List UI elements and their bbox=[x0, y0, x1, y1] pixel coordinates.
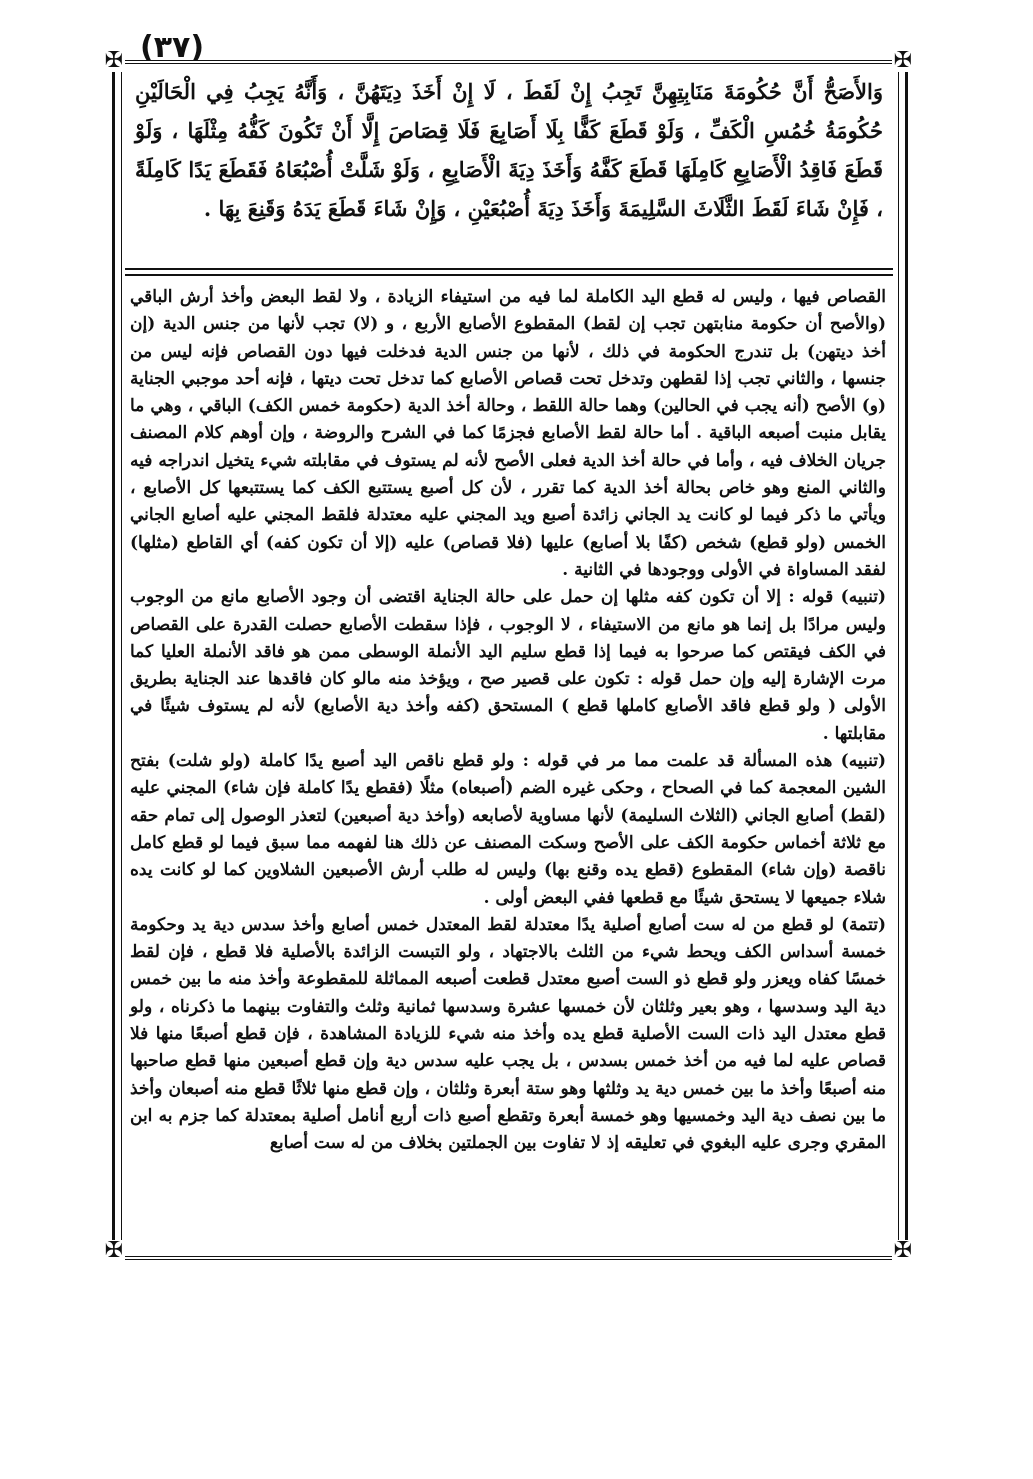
section-divider bbox=[125, 274, 893, 276]
sharh-paragraph: (تتمة) لو قطع من له ست أصابع أصلية يدًا معتدلة لقط المعتدل خمس أصابع وأخذ سدس دية يد وحكومة خمسة أسداس الكف ويحط شيء من الثلث بالاجتهاد ، ولو التبست الزائدة بالأصلية فلا قطع ، فإن لقط خمسًا كفاه ويعزر ولو قطع ذو الست أصبع معتدل قطعت أصبعه المماثلة للمقطوعة وأخذ منه ما بين خمس دية اليد وسدسها ، وهو بعير وثلثان لأن خمسها عشرة وسدسها ثمانية وثلث والتفاوت بينهما ما ذكرناه ، ولو قطع معتدل اليد ذات الست الأصلية قطع يده وأخذ منه شيء للزيادة المشاهدة ، فإن قطع أصبعًا منها فلا قصاص عليه لما فيه من أخذ خمس بسدس ، بل يجب عليه سدس دية وإن قطع أصبعين منها قطع صاحبها منه أصبعًا وأخذ ما بين خمس دية يد وثلثها وهو ستة أبعرة وثلثان ، وإن قطع منها ثلاثًا قطع منه أصبعان وأخذ ما بين نصف دية اليد وخمسيها وهو خمسة أبعرة وتقطع أصبع ذات أربع أنامل أصلية بمعتدلة كما جزم به ابن المقري وجرى عليه البغوي في تعليقه إذ لا تفاوت بين الجملتين بخلاف من له ست أصابع bbox=[130, 914, 886, 1154]
page-number: (٣٧) bbox=[140, 30, 205, 65]
ornament-corner-icon: ✠ bbox=[893, 1238, 913, 1263]
sharh-paragraph: (تنبيه) قوله : إلا أن تكون كفه مثلها إن حمل على حالة الجناية اقتضى أن وجود الأصابع مانع من الوجوب وليس مرادًا بل إنما هو مانع من الاستيفاء ، لا الوجوب ، فإذا سقطت الأصابع حصلت القدرة على القصاص في الكف فيقتص كما صرحوا به فيما إذا قطع سليم اليد الأنملة الوسطى ممن هو فاقد الأنملة العليا كما مرت الإشارة إليه وإن حمل قوله : تكون على قصير صح ، ويؤخذ منه مالو كان فاقدها عند الجناية بطريق الأولى ( ولو قطع فاقد الأصابع كاملها قطع ) المستحق (كفه وأخذ دية الأصابع) لأنه لم يستوف شيئًا في مقابلتها . bbox=[130, 587, 886, 744]
ornament-corner-icon: ✠ bbox=[104, 48, 124, 73]
sharh-paragraph: (تنبيه) هذه المسألة قد علمت مما مر في قوله : ولو قطع ناقص اليد أصبع يدًا كاملة (ولو شلت) بفتح الشين المعجمة كما في الصحاح ، وحكى غيره الضم (أصبعاه) مثلًا (فقطع يدًا كاملة فإن شاء) المجني عليه (لقط) أصابع الجاني (الثلاث السليمة) لأنها مساوية لأصابعه (وأخذ دية أصبعين) لتعذر الوصول إلى تمام حقه مع ثلاثة أخماس حكومة الكف على الأصح وسكت المصنف عن ذلك هنا لفهمه مما سبق فيما لو قطع كامل ناقصة (وإن شاء) المقطوع (قطع يده وقنع بها) وليس له طلب أرش الأصبعين الشلاوين كما لو كانت يده شلاء جميعها لا يستحق شيئًا مع قطعها ففي البعض أولى . bbox=[130, 751, 886, 908]
main-text-matn bbox=[135, 72, 883, 228]
section-divider bbox=[125, 268, 893, 270]
ornament-corner-icon: ✠ bbox=[893, 48, 913, 73]
commentary-text-sharh bbox=[130, 284, 886, 1158]
ornament-corner-icon: ✠ bbox=[104, 1238, 124, 1263]
sharh-paragraph: القصاص فيها ، وليس له قطع اليد الكاملة لما فيه من استيفاء الزيادة ، ولا لقط البعض وأخذ أرش الباقي (والأصح أن حكومة منابتهن تجب إن لقط) المقطوع الأصابع الأربع ، و (لا) تجب لأنها من جنس الدية (إن أخذ ديتهن) بل تندرج الحكومة في ذلك ، لأنها من جنس الدية فدخلت فيها دون القصاص فإنه ليس من جنسها ، والثاني تجب إذا لقطهن وتدخل تحت قصاص الأصابع كما تدخل تحت ديتها ، فإنه أحد موجبي الجناية (و) الأصح (أنه يجب في الحالين) وهما حالة اللقط ، وحالة أخذ الدية (حكومة خمس الكف) الباقي ، وهي ما يقابل منبت أصبعه الباقية . أما حالة لقط الأصابع فجزمًا كما في الشرح والروضة ، وإن أوهم كلام المصنف جريان الخلاف فيه ، وأما في حالة أخذ الدية فعلى الأصح لأنه لم يستوف في مقابلته شيء يتخيل اندراجه فيه والثاني المنع وهو خاص بحالة أخذ الدية كما تقرر ، لأن كل أصبع يستتبع الكف كما يستتبعها كل الأصابع ، ويأتي ما ذكر فيما لو كانت يد الجاني زائدة أصبع ويد المجني عليه معتدلة فلقط المجني عليه أصابع الجاني الخمس (ولو قطع) شخص (كفًا بلا أصابع) عليها (فلا قصاص) عليه (إلا أن تكون كفه) أي القاطع (مثلها) لفقد المساواة في الأولى ووجودها في الثانية . bbox=[130, 287, 887, 580]
matn-paragraph: وَالأَصَحُّ أَنَّ حُكُومَةَ مَنَابِتِهِنَّ تَجِبُ إِنْ لَقَطَ ، لَا إِنْ أَخَذَ دِيَتَهُنَّ ، وَأَنَّهُ يَجِبُ فِي الْحَالَيْنِ حُكُومَةُ خُمُسِ الْكَفِّ ، وَلَوْ قَطَعَ كَفًّا بِلَا أَصَابِعَ فَلَا قِصَاصَ إِلَّا أَنْ تَكُونَ كَفُّهُ مِثْلَهَا ، وَلَوْ قَطَعَ فَاقِدُ الْأَصَابِعِ كَامِلَهَا قَطَعَ كَفَّهُ وَأَخَذَ دِيَةَ الْأَصَابِعِ ، وَلَوْ شَلَّتْ أُصْبُعَاهُ فَقَطَعَ يَدًا كَامِلَةً ، فَإِنْ شَاءَ لَقَطَ الثَّلَاثَ السَّلِيمَةَ وَأَخَذَ دِيَةَ أُصْبُعَيْنِ ، وَإِنْ شَاءَ قَطَعَ يَدَهُ وَقَنِعَ بِهَا . bbox=[135, 79, 883, 221]
